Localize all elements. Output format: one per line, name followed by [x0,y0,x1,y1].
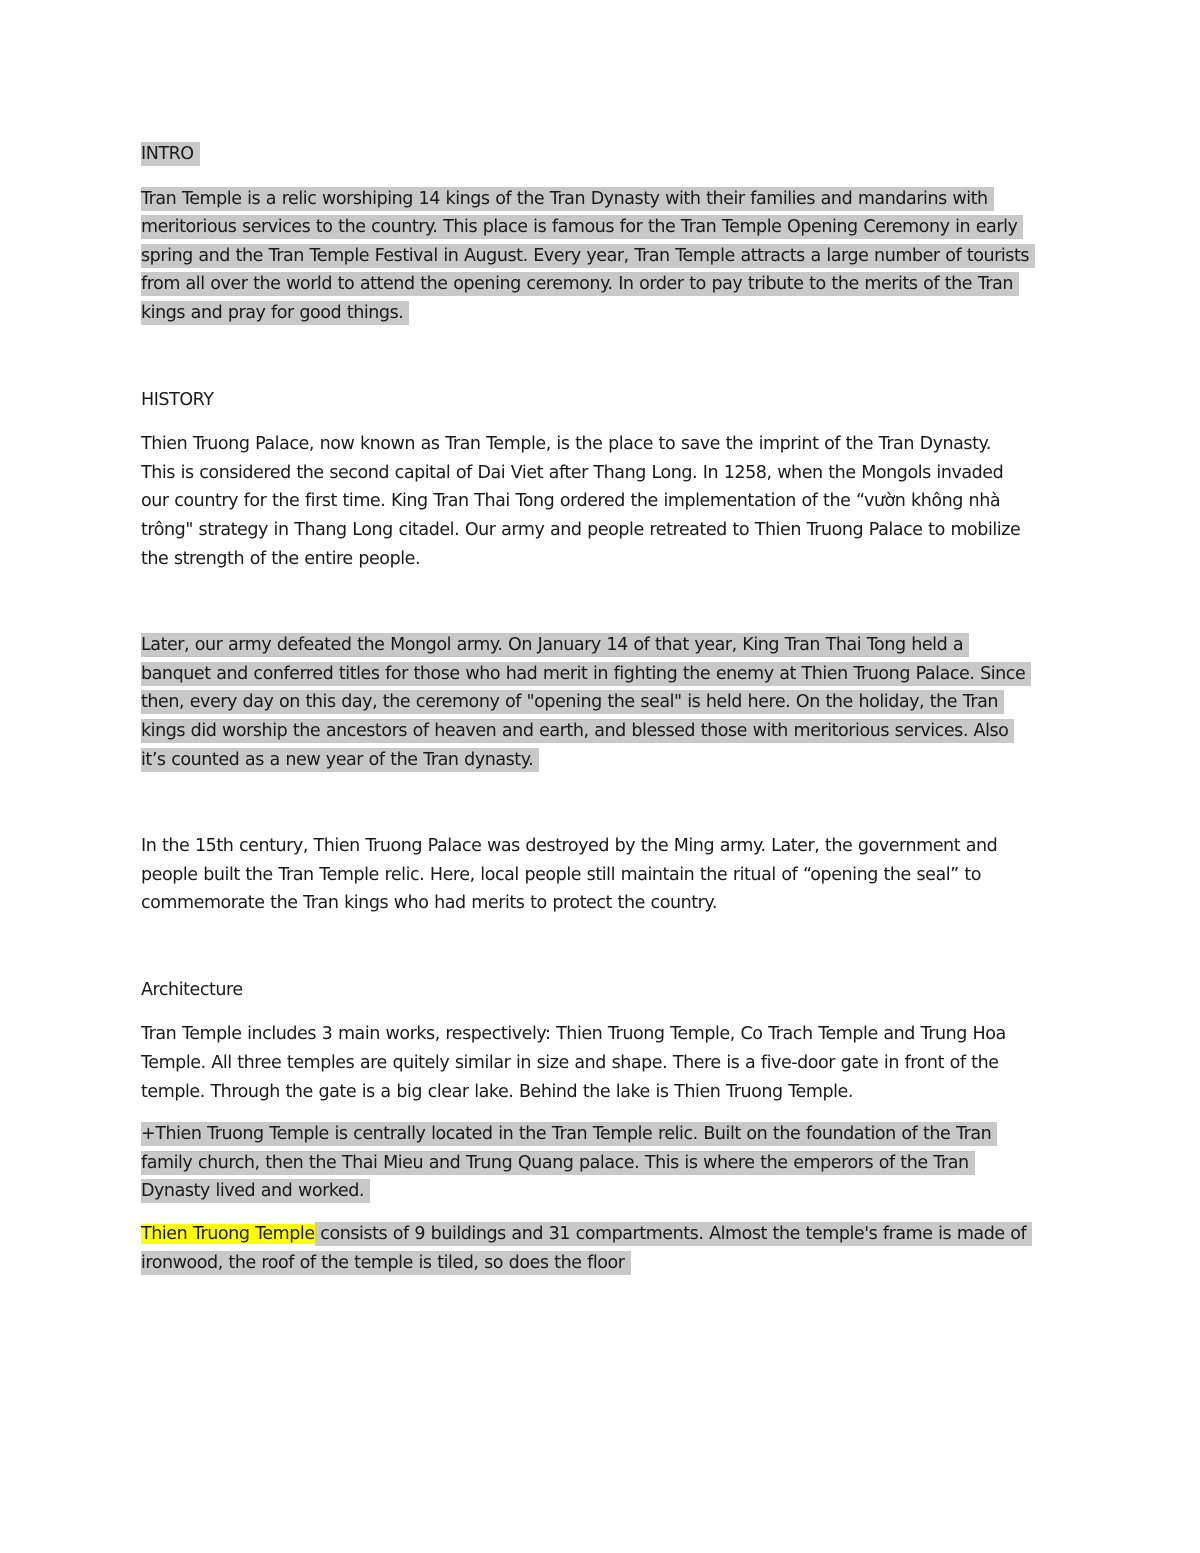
highlighted-phrase: Thien Truong Temple [141,1224,315,1245]
history-p3-line-3: commemorate the Tran kings who had merits to protect the country. [141,893,717,914]
intro-paragraph [141,185,1061,328]
intro-heading: INTRO [141,142,200,166]
history-paragraph-3 [141,832,1061,918]
arch-p2-line-3: Dynasty lived and worked. [141,1179,370,1203]
intro-line-1: Tran Temple is a relic worshiping 14 kings of the Tran Dynasty with their families and mandarins with [141,187,994,211]
arch-p1-line-2: Temple. All three temples are quitely similar in size and shape. There is a five-door gate in front of the [141,1053,999,1074]
arch-p2-line-2: family church, then the Thai Mieu and Trung Quang palace. This is where the emperors of the Tran [141,1151,975,1175]
arch-p3-line-1: consists of 9 buildings and 31 compartments. Almost the temple's frame is made of [315,1222,1033,1246]
history-p2-line-4: kings did worship the ancestors of heaven and earth, and blessed those with meritorious services. Also [141,719,1014,743]
arch-p1-line-3: temple. Through the gate is a big clear lake. Behind the lake is Thien Truong Temple. [141,1081,853,1102]
history-paragraph-2 [141,631,1061,774]
document-page [141,140,1061,1277]
history-p3-line-1: In the 15th century, Thien Truong Palace was destroyed by the Ming army. Later, the government and [141,836,998,857]
architecture-heading-line [141,976,1061,1005]
intro-line-4: from all over the world to attend the opening ceremony. In order to pay tribute to the merits of the Tran [141,272,1019,296]
intro-heading-line [141,140,1061,169]
arch-p2-line-1: +Thien Truong Temple is centrally located in the Tran Temple relic. Built on the foundation of the Tran [141,1122,997,1146]
history-p2-line-2: banquet and conferred titles for those who had merit in fighting the enemy at Thien Truong Palace. Since [141,662,1031,686]
architecture-paragraph-2 [141,1120,1061,1206]
history-p2-line-1: Later, our army defeated the Mongol army. On January 14 of that year, King Tran Thai Tong held a [141,633,969,657]
history-p1-line-3: our country for the first time. King Tran Thai Tong ordered the implementation of the “vườn không nhà [141,491,1001,512]
history-p3-line-2: people built the Tran Temple relic. Here, local people still maintain the ritual of “opening the seal” to [141,864,982,885]
history-p1-line-1: Thien Truong Palace, now known as Tran Temple, is the place to save the imprint of the Tran Dynasty. [141,434,992,455]
intro-line-3: spring and the Tran Temple Festival in August. Every year, Tran Temple attracts a large number of tourists [141,244,1035,268]
intro-line-2: meritorious services to the country. This place is famous for the Tran Temple Opening Ceremony in early [141,215,1023,239]
history-p2-line-3: then, every day on this day, the ceremony of "opening the seal" is held here. On the holiday, the Tran [141,690,1004,714]
intro-line-5: kings and pray for good things. [141,301,409,325]
history-p1-line-4: trông" strategy in Thang Long citadel. Our army and people retreated to Thien Truong Palace to mobilize [141,519,1021,540]
architecture-paragraph-3 [141,1220,1061,1277]
history-heading: HISTORY [141,389,214,410]
history-p1-line-5: the strength of the entire people. [141,548,421,569]
arch-p1-line-1: Tran Temple includes 3 main works, respectively: Thien Truong Temple, Co Trach Temple and Trung Hoa [141,1024,1006,1045]
history-paragraph-1 [141,430,1061,573]
history-heading-line [141,386,1061,415]
history-p2-line-5: it’s counted as a new year of the Tran dynasty. [141,748,539,772]
history-p1-line-2: This is considered the second capital of Dai Viet after Thang Long. In 1258, when the Mongols invaded [141,462,1004,483]
arch-p3-line-2: ironwood, the roof of the temple is tiled, so does the floor [141,1251,631,1275]
architecture-paragraph-1 [141,1020,1061,1106]
architecture-heading: Architecture [141,979,243,1000]
